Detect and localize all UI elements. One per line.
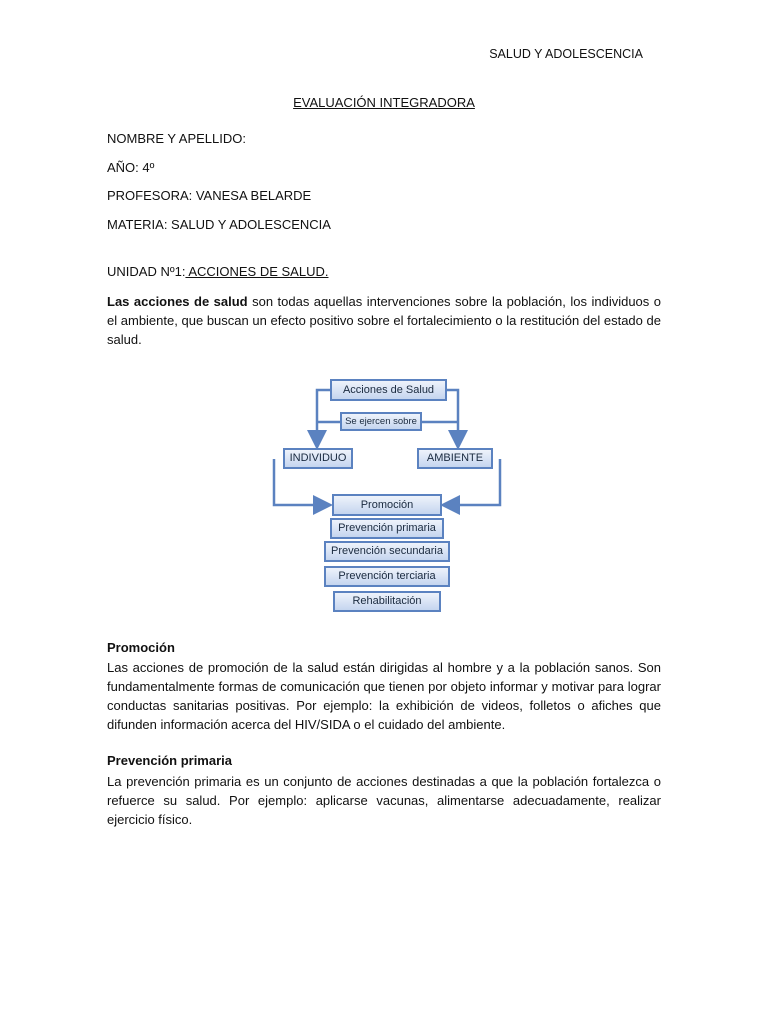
box-rehabilitacion: Rehabilitación xyxy=(333,591,441,612)
field-anio: AÑO: 4º xyxy=(107,160,155,175)
box-ambiente: AMBIENTE xyxy=(417,448,493,469)
health-actions-diagram xyxy=(270,375,510,620)
unit-name: ACCIONES DE SALUD. xyxy=(185,264,329,279)
section-text-prevencion-primaria: La prevención primaria es un conjunto de acciones destinadas a que la población fortalezca o refuerce su salud. Por ejemplo: aplicarse vacunas, alimentarse adecuadamente, realizar ejercicio físico. xyxy=(107,774,661,827)
box-acciones-de-salud: Acciones de Salud xyxy=(330,379,447,401)
field-nombre: NOMBRE Y APELLIDO: xyxy=(107,131,246,146)
page-header: SALUD Y ADOLESCENCIA xyxy=(489,47,643,61)
section-title-promocion: Promoción xyxy=(107,640,175,655)
box-individuo: INDIVIDUO xyxy=(283,448,353,469)
intro-paragraph xyxy=(107,292,661,349)
intro-text: son todas aquellas intervenciones sobre la población, los individuos o el ambiente, que buscan un efecto positivo sobre el fortalecimiento o la restitución del estado de salud. xyxy=(107,294,661,347)
box-prevencion-terciaria: Prevención terciaria xyxy=(324,566,450,587)
field-profesora: PROFESORA: VANESA BELARDE xyxy=(107,188,312,203)
section-title-prevencion-primaria: Prevención primaria xyxy=(107,753,232,768)
box-prevencion-secundaria: Prevención secundaria xyxy=(324,541,450,562)
unit-heading xyxy=(107,264,328,279)
section-text-promocion: Las acciones de promoción de la salud están dirigidas al hombre y a la población sanos. Son fundamentalmente formas de comunicación que tienen por objeto informar y motivar para lograr conductas sanitarias positivas. Por ejemplo: la exhibición de videos, folletos o afiches que difunden información acerca del HIV/SIDA o el cuidado del ambiente. xyxy=(107,660,661,732)
intro-bold: Las acciones de salud xyxy=(107,294,248,309)
box-prevencion-primaria: Prevención primaria xyxy=(330,518,444,539)
unit-prefix: UNIDAD Nº1: xyxy=(107,264,186,279)
box-promocion: Promoción xyxy=(332,494,442,516)
document-title: EVALUACIÓN INTEGRADORA xyxy=(293,95,475,110)
box-se-ejercen-sobre: Se ejercen sobre xyxy=(340,412,422,431)
field-materia: MATERIA: SALUD Y ADOLESCENCIA xyxy=(107,217,331,232)
